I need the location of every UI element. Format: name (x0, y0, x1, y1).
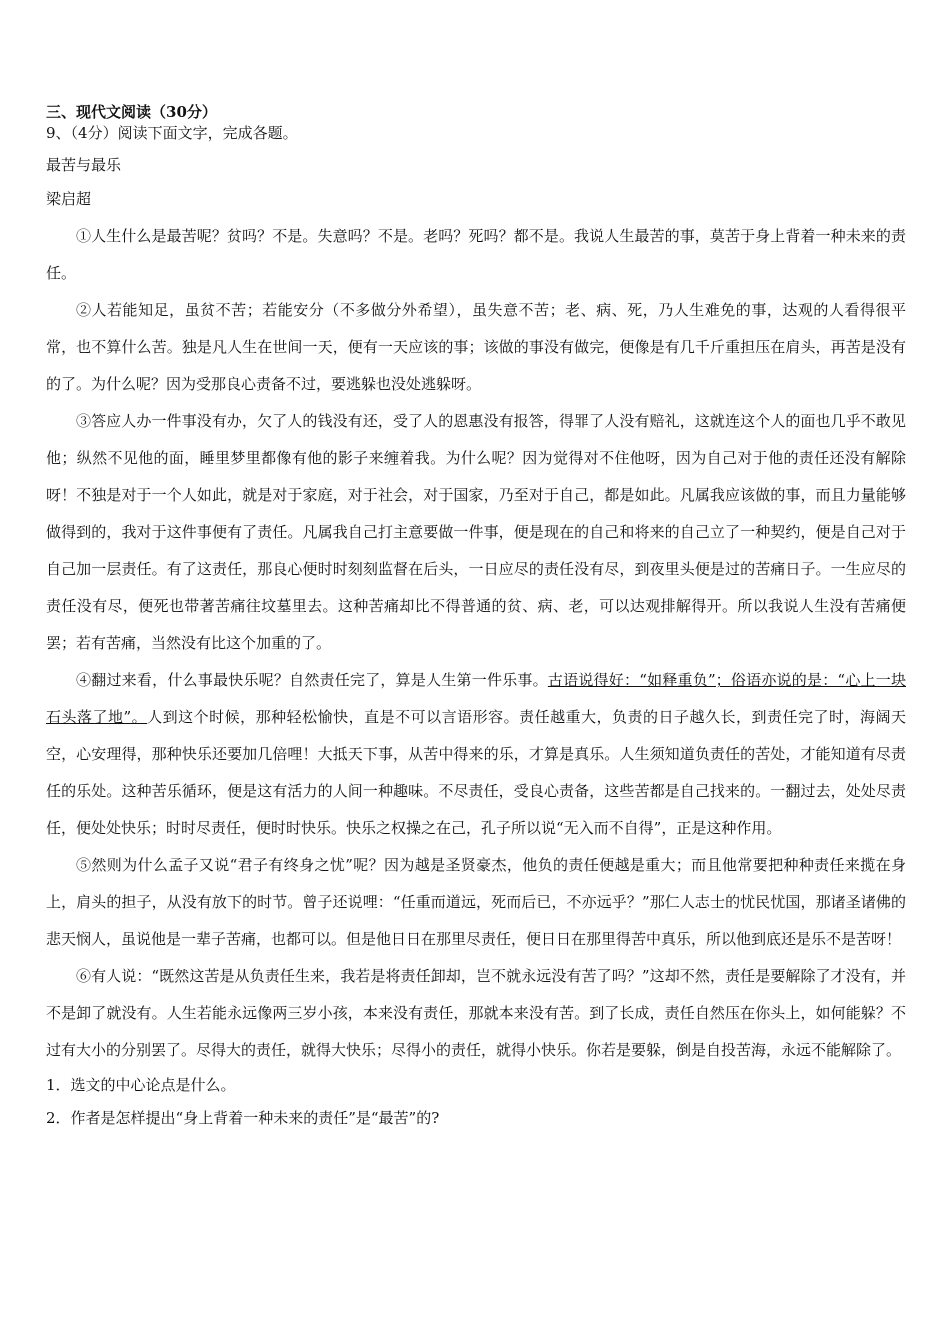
article-title: 最苦与最乐 (46, 156, 122, 174)
paragraph-6: ⑥有人说：“既然这苦是从负责任生来，我若是将责任卸却，岂不就永远没有苦了吗？”这却不然，责任是要解除了才没有，并不是卸了就没有。人生若能永远像两三岁小孩，本来没有责任，那就本来没有苦。到了长成，责任自然压在你头上，如何能躲？不过有大小的分别罢了。尽得大的责任，就得大快乐；尽得小的责任，就得小快乐。你若是要躲，倒是自投苦海，永远不能解除了。 (46, 967, 906, 1059)
section-heading: 三、现代文阅读（30分） (46, 103, 217, 121)
paragraph-2: ②人若能知足，虽贫不苦；若能安分（不多做分外希望），虽失意不苦；老、病、死，乃人生难免的事，达观的人看得很平常，也不算什么苦。独是凡人生在世间一天，便有一天应该的事；该做的事没有做完，便像是有几千斤重担压在肩头，再苦是没有的了。为什么呢？因为受那良心责备不过，要逃躲也没处逃躲呀。 (46, 301, 906, 393)
underlined-quote: 古语说得好：“如释重负”；俗语亦说的是：“心上一块石头落了地”。 (46, 671, 906, 726)
paragraph-1: ①人生什么是最苦呢？贫吗？不是。失意吗？不是。老吗？死吗？都不是。我说人生最苦的事，莫苦于身上背着一种未来的责任。 (46, 227, 906, 282)
paragraph-4-before: ④翻过来看，什么事最快乐呢？自然责任完了，算是人生第一件乐事。 (76, 671, 548, 689)
paragraph-3: ③答应人办一件事没有办，欠了人的钱没有还，受了人的恩惠没有报答，得罪了人没有赔礼，这就连这个人的面也几乎不敢见他；纵然不见他的面，睡里梦里都像有他的影子来缠着我。为什么呢？因为觉得对不住他呀，因为自己对于他的责任还没有解除呀！不独是对于一个人如此，就是对于家庭，对于社会，对于国家，乃至对于自己，都是如此。凡属我应该做的事，而且力量能够做得到的，我对于这件事便有了责任。凡属我自己打主意要做一件事，便是现在的自己和将来的自己立了一种契约，便是自己对于自己加一层责任。有了这责任，那良心便时时刻刻监督在后头，一日应尽的责任没有尽，到夜里头便是过的苦痛日子。一生应尽的责任没有尽，便死也带著苦痛往坟墓里去。这种苦痛却比不得普通的贫、病、老，可以达观排解得开。所以我说人生没有苦痛便罢；若有苦痛，当然没有比这个加重的了。 (46, 412, 906, 652)
paragraph-4-after: 人到这个时候，那种轻松愉快，直是不可以言语形容。责任越重大，负责的日子越久长，到责任完了时，海阔天空，心安理得，那种快乐还要加几倍哩！大抵天下事，从苦中得来的乐，才算是真乐。人生须知道负责任的苦处，才能知道有尽责任的乐处。这种苦乐循环，便是这有活力的人间一种趣味。不尽责任，受良心责备，这些苦都是自己找来的。一翻过去，处处尽责任，便处处快乐；时时尽责任，便时时快乐。快乐之权操之在己，孔子所以说“无入而不自得”，正是这种作用。 (46, 708, 906, 837)
question-1: 1．选文的中心论点是什么。 (46, 1076, 236, 1094)
question-2: 2．作者是怎样提出“身上背着一种未来的责任”是“最苦”的? (46, 1109, 440, 1127)
question-intro: 9、（4分）阅读下面文字，完成各题。 (46, 124, 298, 142)
article-author: 梁启超 (46, 190, 92, 208)
document-page (46, 102, 906, 1135)
paragraph-4 (46, 662, 906, 847)
paragraph-5: ⑤然则为什么孟子又说“君子有终身之忧”呢？因为越是圣贤豪杰，他负的责任便越是重大；而且他常要把种种责任来揽在身上，肩头的担子，从没有放下的时节。曾子还说哩：“任重而道远，死而后已，不亦远乎？”那仁人志士的忧民忧国，那诸圣诸佛的悲天悯人，虽说他是一辈子苦痛，也都可以。但是他日日在那里尽责任，便日日在那里得苦中真乐，所以他到底还是乐不是苦呀！ (46, 856, 906, 948)
